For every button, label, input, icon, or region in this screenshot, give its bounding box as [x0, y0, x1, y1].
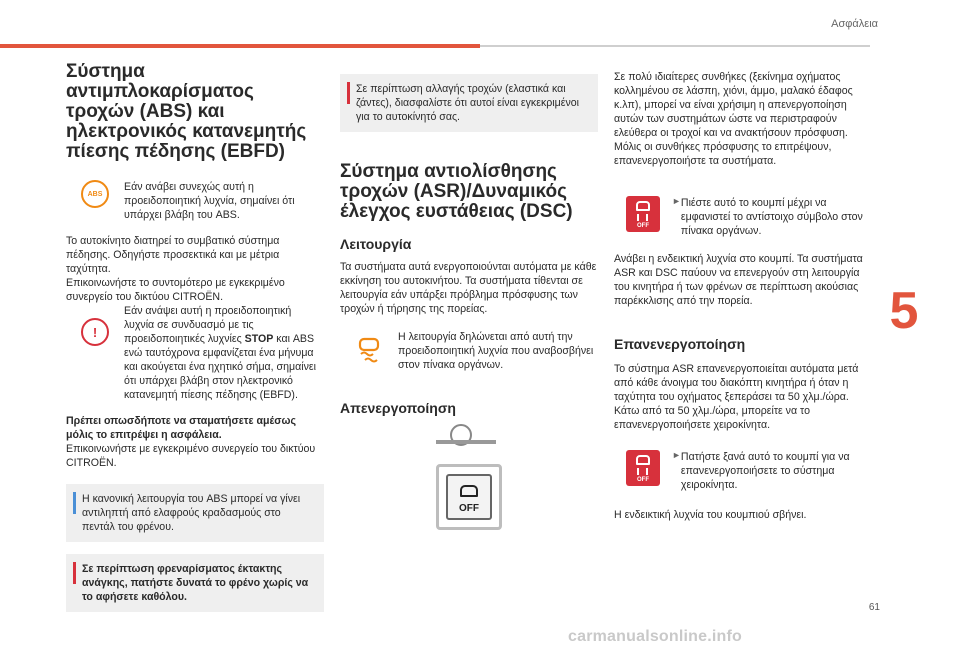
arrow-icon: ►: [672, 196, 681, 206]
contact-dealer-text: Επικοινωνήστε με εγκεκριμένο συνεργείο του δικτύου CITROËN.: [66, 443, 316, 469]
section-title: Ασφάλεια: [831, 18, 878, 30]
top-rule: [480, 45, 870, 47]
car-skid-icon: [460, 485, 478, 497]
emergency-braking-note: [66, 554, 324, 612]
asr-off-icon: OFF: [626, 450, 660, 486]
stop-immediately-text: Πρέπει οπωσδήποτε να σταματήσετε αμέσως μόλις το επιτρέψει η ασφάλεια.: [66, 415, 296, 441]
emergency-braking-text: Σε περίπτωση φρεναρίσματος έκτακτης ανάγκης, πατήστε δυνατά το φρένο χωρίς να το αφήσετε καθόλου.: [82, 563, 309, 603]
press-again-row: [614, 450, 872, 492]
page-number: 61: [868, 602, 880, 613]
abs-para-1: Το αυτοκίνητο διατηρεί το συμβατικό σύστημα πέδησης. Οδηγήστε προσεκτικά και με μέτρια ταχύτητα.: [66, 235, 280, 275]
skid-warning-icon: [354, 336, 384, 364]
tyre-change-text: Σε περίπτωση αλλαγής τροχών (ελαστικά και ζάντες), διασφαλίστε ότι αυτοί είναι εγκεκριμένοι για το αυτοκίνητό σας.: [356, 83, 580, 123]
reactivation-heading: Επανενεργοποίηση: [614, 336, 746, 352]
brake-warning-icon: !: [81, 318, 109, 346]
ebfd-text-a: Εάν ανάψει αυτή η προειδοποιητική λυχνία σε συνδυασμό με τις προειδοποιητικές λυχνίες: [124, 305, 292, 345]
press-button-text: Πιέστε αυτό το κουμπί μέχρι να εμφανιστεί το αντίστοιχο σύμβολο στον πίνακα οργάνων.: [680, 197, 863, 237]
abs-info-note: [66, 484, 324, 542]
lamp-on-text: Ανάβει η ενδεικτική λυχνία στο κουμπί. Τα συστήματα ASR και DSC παύουν να επενεργούν στη λειτουργία του κινητήρα ή των φρένων σε περίπτωση ακούσιας παρέκκλισης από την πορεία.: [614, 253, 863, 307]
warning-icon: [347, 82, 350, 104]
abs-para-2: Επικοινωνήστε το συντομότερο με εγκεκριμένο συνεργείο του δικτύου CITROËN.: [66, 277, 285, 303]
asr-off-button-illustration: [436, 464, 502, 530]
ebfd-text-stop: STOP: [244, 333, 274, 345]
watermark: carmanualsonline.info: [568, 628, 743, 645]
press-button-row: [614, 196, 872, 238]
dashboard-illustration: [436, 424, 496, 446]
off-label: OFF: [459, 503, 479, 514]
deactivation-intro: Σε πολύ ιδιαίτερες συνθήκες (ξεκίνημα οχήματος κολλημένου σε λάσπη, χιόνι, άμμο, μαλακό έδαφος κ.λπ), μπορεί να είναι χρήσιμη η απενεργοποίηση αυτών των συστημάτων ώστε να περιστραφούν ελεύθερα οι τροχοί και να ανακτήσουν πρόσφυση. Μόλις οι συνθήκες πρόσφυσης το επιτρέψουν, επανενεργοποιήστε τα συστήματα.: [614, 71, 853, 167]
reactivation-text: Το σύστημα ASR επανενεργοποιείται αυτόματα μετά από κάθε άνοιγμα του διακόπτη κινητήρα ή όταν η ταχύτητα του οχήματος ξεπεράσει τα 50 χλμ./ώρα. Κάτω από τα 50 χλμ./ώρα, μπορείτε να το επανενεργοποιήσετε χειροκίνητα.: [614, 363, 859, 431]
operation-heading: Λειτουργία: [340, 236, 412, 252]
lamp-off-text: Η ενδεικτική λυχνία του κουμπιού σβήνει.: [614, 509, 807, 521]
abs-warning-icon: ABS: [81, 180, 109, 208]
asr-off-icon: OFF: [626, 196, 660, 232]
abs-title: Σύστημα αντιμπλοκαρίσματος τροχών (ABS) και ηλεκτρονικός κατανεμητής πίεσης πέδησης (EBFD): [66, 61, 307, 162]
abs-info-note-text: Η κανονική λειτουργία του ABS μπορεί να γίνει αντιληπτή από ελαφρούς κραδασμούς στο πεντάλ του φρένου.: [82, 493, 301, 533]
warning-icon: [73, 562, 76, 584]
chapter-number: 5: [889, 282, 919, 340]
tyre-change-note: [340, 74, 598, 132]
operation-text: Τα συστήματα αυτά ενεργοποιούνται αυτόματα με κάθε εκκίνηση του αυτοκινήτου. Τα συστήματα τίθενται σε λειτουργία εάν υπάρξει πρόβλημα πρόσφυσης των τροχών ή τήρησης της πορείας.: [340, 261, 597, 315]
asr-lamp-row: [340, 330, 598, 372]
abs-warning-row: [66, 180, 324, 222]
ebfd-warning-row: [66, 304, 324, 402]
top-accent-bar: [0, 44, 480, 48]
column-abs: [66, 62, 324, 612]
arrow-icon: ►: [672, 450, 681, 460]
info-icon: [73, 492, 76, 514]
press-again-text: Πατήστε ξανά αυτό το κουμπί για να επανενεργοποιήσετε το σύστημα χειροκίνητα.: [680, 451, 850, 491]
column-asr-dsc: [340, 62, 598, 530]
abs-warning-text: Εάν ανάβει συνεχώς αυτή η προειδοποιητική λυχνία, σημαίνει ότι υπάρχει βλάβη του ABS.: [124, 181, 295, 221]
column-deactivation: [614, 62, 872, 522]
asr-lamp-text: Η λειτουργία δηλώνεται από αυτή την προειδοποιητική λυχνία που αναβοσβήνει στον πίνακα οργάνων.: [398, 331, 594, 371]
deactivation-heading: Απενεργοποίηση: [340, 400, 456, 416]
ebfd-warning-text: [124, 304, 324, 402]
asr-dsc-title: Σύστημα αντιολίσθησης τροχών (ASR)/Δυναμικός έλεγχος ευστάθειας (DSC): [340, 161, 573, 222]
ebfd-text-c: και ABS ενώ ταυτόχρονα εμφανίζεται ένα μήνυμα και ακούγεται ένα ηχητικό σήμα, σημαίνει ότι υπάρχει βλάβη στον ηλεκτρονικό κατανεμητή πίεσης πέδησης (EBFD).: [124, 333, 316, 401]
